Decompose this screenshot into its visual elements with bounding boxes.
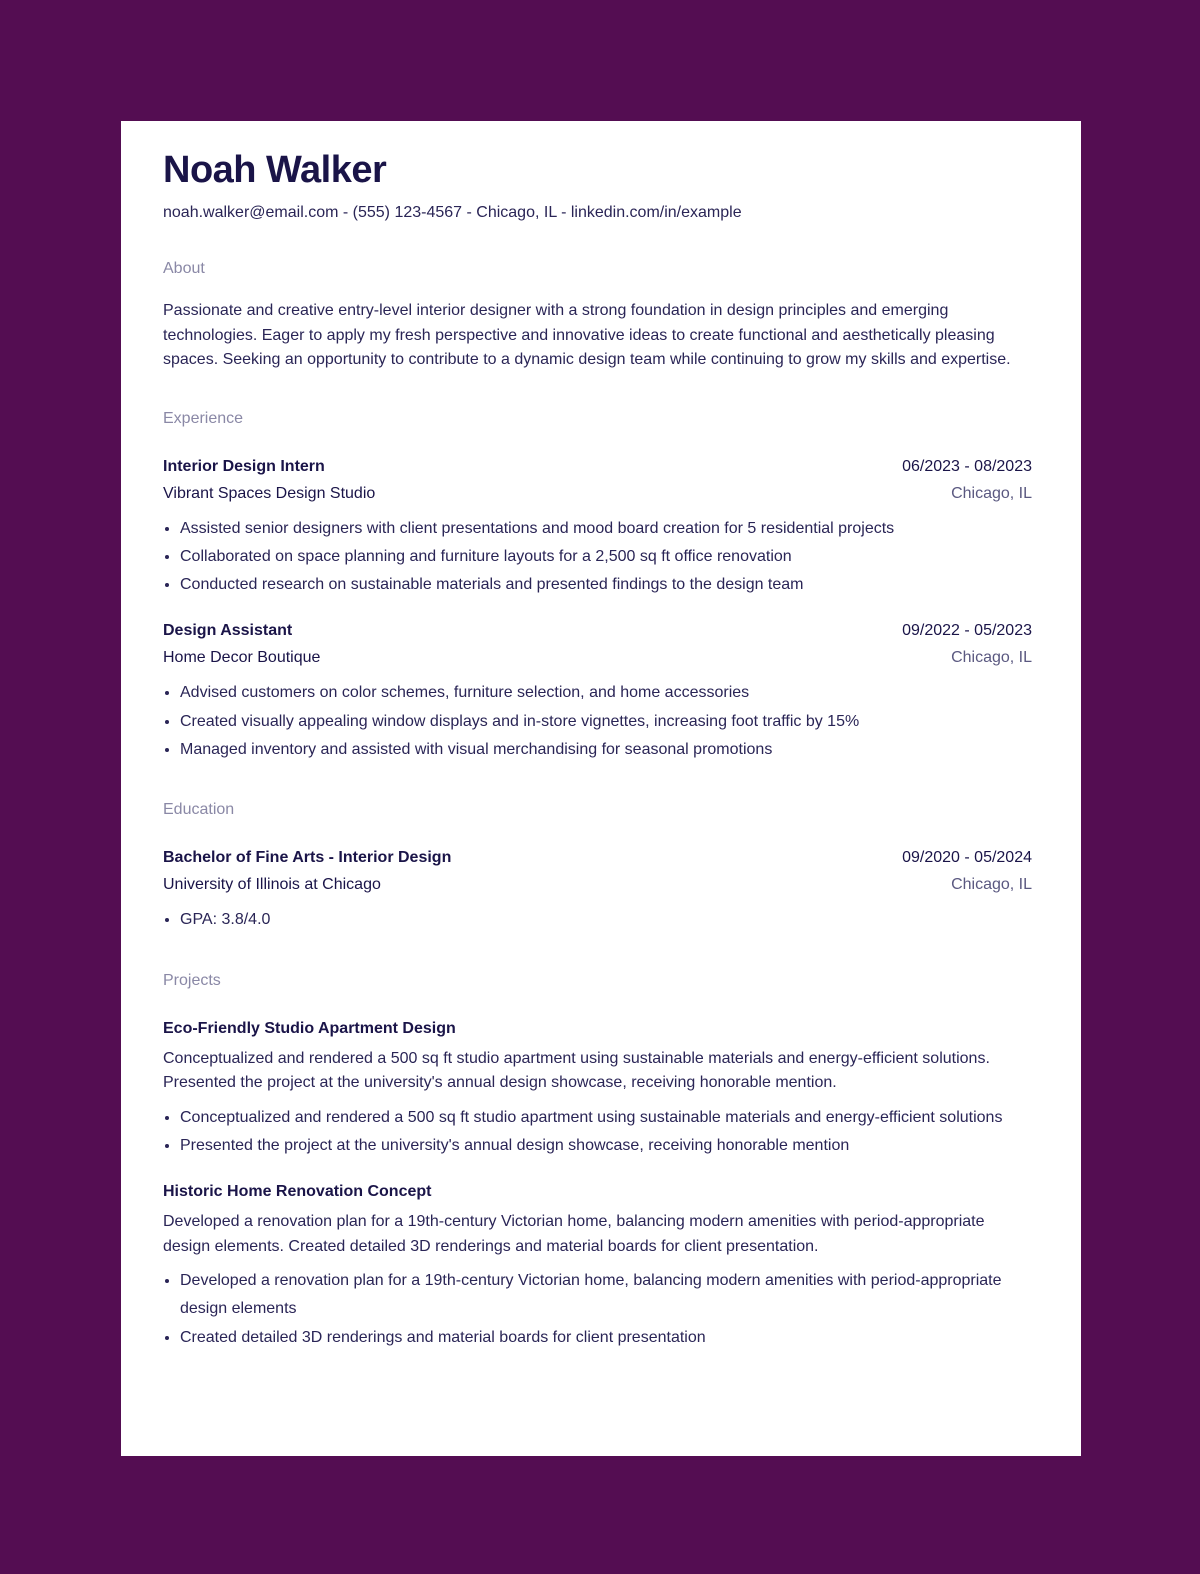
- section-title-projects: Projects: [163, 971, 221, 989]
- education-bullets: [163, 906, 1032, 934]
- contact-line: noah.walker@email.com - (555) 123-4567 - Chicago, IL - linkedin.com/in/example: [163, 204, 742, 221]
- list-item: • Advised customers on color schemes, furniture selection, and home accessories: [180, 679, 1032, 707]
- education-dates: 09/2020 - 05/2024: [902, 849, 1032, 867]
- project-description: Developed a renovation plan for a 19th-century Victorian home, balancing modern amenities with period-appropriate design elements. Created detailed 3D renderings and material boards for client presentation.: [163, 1213, 985, 1255]
- education-location: Chicago, IL: [951, 876, 1032, 894]
- job-location: Chicago, IL: [951, 649, 1032, 667]
- list-item: • Conducted research on sustainable materials and presented findings to the design team: [180, 571, 1032, 599]
- job-dates: 09/2022 - 05/2023: [902, 622, 1032, 640]
- degree: Bachelor of Fine Arts - Interior Design: [163, 849, 452, 867]
- project-bullets: [163, 1104, 1032, 1161]
- job-company: Vibrant Spaces Design Studio: [163, 484, 376, 502]
- list-item: • Managed inventory and assisted with visual merchandising for seasonal promotions: [180, 736, 1032, 764]
- job-company: Home Decor Boutique: [163, 649, 321, 667]
- project-name: Eco-Friendly Studio Apartment Design: [163, 1019, 456, 1037]
- project-description: Conceptualized and rendered a 500 sq ft studio apartment using sustainable materials and energy-efficient solutions. Presented the project at the university's annual design showcase, receiving honorable mention.: [163, 1049, 990, 1092]
- list-item: • GPA: 3.8/4.0: [180, 906, 1032, 934]
- candidate-name: Noah Walker: [163, 149, 387, 191]
- section-title-experience: Experience: [163, 409, 244, 427]
- job-role: Design Assistant: [163, 622, 293, 640]
- project-bullets: [163, 1267, 1032, 1352]
- list-item: • Created visually appealing window displays and in-store vignettes, increasing foot traffic by 15%: [180, 708, 1032, 736]
- list-item: • Created detailed 3D renderings and material boards for client presentation: [180, 1324, 1032, 1352]
- about-text: Passionate and creative entry-level interior designer with a strong foundation in design principles and emerging technologies. Eager to apply my fresh perspective and innovative ideas to create functional and aesthetically pleasing spaces. Seeking an opportunity to contribute to a dynamic design team while continuing to grow my skills and expertise.: [163, 302, 1011, 368]
- list-item: • Presented the project at the university's annual design showcase, receiving honorable mention: [180, 1132, 1032, 1160]
- job-role: Interior Design Intern: [163, 457, 325, 475]
- job-dates: 06/2023 - 08/2023: [902, 457, 1032, 475]
- project-entry: [163, 1019, 1032, 1161]
- education-entry: [163, 848, 1032, 934]
- experience-entry: [163, 457, 1032, 600]
- job-bullets: [163, 679, 1032, 764]
- list-item: • Assisted senior designers with client presentations and mood board creation for 5 residential projects: [180, 515, 1032, 543]
- list-item: • Developed a renovation plan for a 19th-century Victorian home, balancing modern amenities with period-appropriate design elements: [180, 1267, 1032, 1324]
- section-title-education: Education: [163, 801, 235, 819]
- project-entry: [163, 1182, 1032, 1352]
- school: University of Illinois at Chicago: [163, 876, 381, 894]
- job-bullets: [163, 515, 1032, 600]
- project-name: Historic Home Renovation Concept: [163, 1183, 432, 1201]
- job-location: Chicago, IL: [951, 484, 1032, 502]
- list-item: • Conceptualized and rendered a 500 sq ft studio apartment using sustainable materials and energy-efficient solutions: [180, 1104, 1032, 1132]
- list-item: • Collaborated on space planning and furniture layouts for a 2,500 sq ft office renovation: [180, 543, 1032, 571]
- experience-entry: [163, 621, 1032, 764]
- resume-page: [121, 121, 1081, 1456]
- section-title-about: About: [163, 260, 205, 277]
